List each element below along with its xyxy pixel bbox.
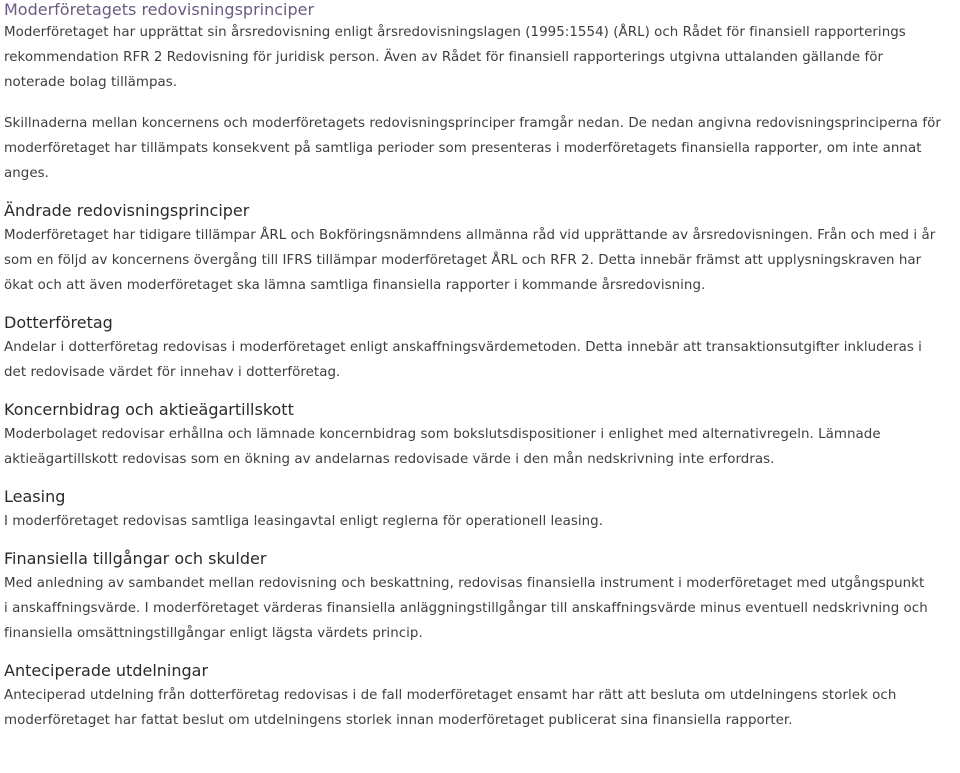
section-leasing: [4, 487, 948, 534]
section-text: Med anledning av sambandet mellan redovisning och beskattning, redovisas finansiella instrument i moderföretaget med utgångspunkt i anskaffningsvärde. I moderföretaget värderas finansiella anläggningstillgångar till anskaffningsvärde minus eventuell nedskrivning och finansiella omsättningstillgångar enligt lägsta värdets princip.: [4, 576, 928, 641]
section-changed-principles: [4, 201, 948, 298]
section-heading: Leasing: [4, 487, 66, 506]
intro-paragraph-2: Skillnaderna mellan koncernens och moderföretagets redovisningsprinciper framgår nedan. De nedan angivna redovisningsprinciperna för moderföretaget har tillämpats konsekvent på samtliga perioder som presenteras i moderföretagets finansiella rapporter, om inte annat anges.: [4, 116, 941, 181]
section-text: Andelar i dotterföretag redovisas i moderföretaget enligt anskaffningsvärdemetoden. Detta innebär att transaktionsutgifter inkluderas i det redovisade värdet för innehav i dotterföretag.: [4, 340, 922, 380]
page-title: Moderföretagets redovisningsprinciper: [4, 0, 315, 19]
section-financial-assets: [4, 549, 948, 646]
section-text: Moderföretaget har tidigare tillämpar ÅRL och Bokföringsnämndens allmänna råd vid upprättande av årsredovisningen. Från och med i år som en följd av koncernens övergång till IFRS tillämpar moderföretaget ÅRL och RFR 2. Detta innebär främst att upplysningskraven har ökat och att även moderföretaget ska lämna samtliga finansiella rapporter i kommande årsredovisning.: [4, 228, 936, 293]
section-anticipated-dividends: [4, 661, 948, 733]
section-group-contributions: [4, 400, 948, 472]
section-heading: Dotterföretag: [4, 313, 113, 332]
section-subsidiaries: [4, 313, 948, 385]
section-heading: Koncernbidrag och aktieägartillskott: [4, 400, 294, 419]
section-text: Moderbolaget redovisar erhållna och lämnade koncernbidrag som bokslutsdispositioner i enlighet med alternativregeln. Lämnade aktieägartillskott redovisas som en ökning av andelarnas redovisade värde i den mån nedskrivning inte erfordras.: [4, 427, 881, 467]
section-text: I moderföretaget redovisas samtliga leasingavtal enligt reglerna för operationell leasing.: [4, 514, 604, 529]
section-heading: Ändrade redovisningsprinciper: [4, 201, 250, 220]
section-heading: Finansiella tillgångar och skulder: [4, 549, 267, 568]
intro-paragraph-1: Moderföretaget har upprättat sin årsredovisning enligt årsredovisningslagen (1995:1554) (ÅRL) och Rådet för finansiell rapporterings rekommendation RFR 2 Redovisning för juridisk person. Även av Rådet för finansiell rapporterings utgivna uttalanden gällande för noterade bolag tillämpas.: [4, 25, 906, 90]
section-text: Anteciperad utdelning från dotterföretag redovisas i de fall moderföretaget ensamt har rätt att besluta om utdelningens storlek och moderföretaget har fattat beslut om utdelningens storlek innan moderföretaget publicerat sina finansiella rapporter.: [4, 688, 897, 728]
section-heading: Anteciperade utdelningar: [4, 661, 209, 680]
